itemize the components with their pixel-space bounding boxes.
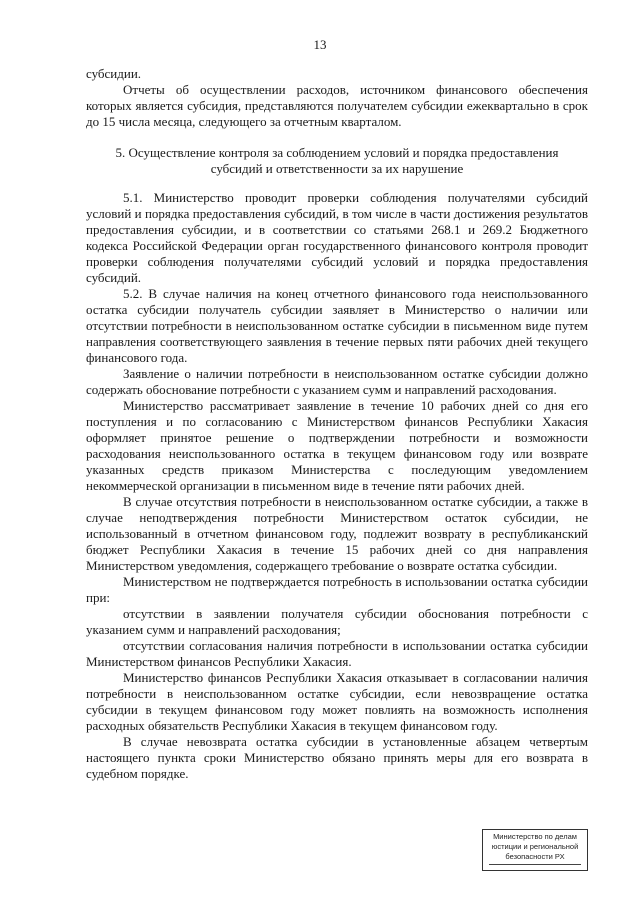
section-heading	[86, 145, 588, 177]
continuation-text: субсидии.	[86, 66, 142, 81]
paragraph-ministry-review: Министерство рассматривает заявление в течение 10 рабочих дней со дня его поступления и по согласованию с Министерством финансов Республики Хакасия оформляет принятое решение о подтверждении потребности и возможности расходования неиспользованного остатка в текущем финансовом году или возврате указанных средств приказом Министерства с последующим уведомлением некоммерческой организации в письменном виде в течение пяти рабочих дней.	[86, 398, 588, 493]
paragraph-absence: В случае отсутствия потребности в неиспользованном остатке субсидии, а также в случае неподтверждения потребности Министерством остаток субсидии, не использованный в отчетном финансовом году, подлежит возврату в республиканский бюджет Республики Хакасия в течение 15 рабочих дней со дня направления Министерством уведомления, содержащего требование о возврате остатка субсидии.	[86, 494, 588, 573]
paragraph-item-2: отсутствии согласования наличия потребности в использовании остатка субсидии Министерством финансов Республики Хакасия.	[86, 638, 588, 669]
paragraph-not-confirmed: Министерством не подтверждается потребность в использовании остатка субсидии при:	[86, 574, 588, 605]
registration-stamp	[482, 829, 588, 871]
paragraph-reports: Отчеты об осуществлении расходов, источником финансового обеспечения которых является субсидия, представляются получателем субсидии ежеквартально в срок до 15 числа месяца, следующего за отчетным кварталом.	[86, 82, 588, 129]
paragraph-5-1: 5.1. Министерство проводит проверки соблюдения получателями субсидий условий и порядка предоставления субсидий, в том числе в части достижения результатов предоставления субсидии, и в соответствии со статьями 268.1 и 269.2 Бюджетного кодекса Российской Федерации орган государственного финансового контроля проводит проверки соблюдения получателями субсидий условий и порядка предоставления субсидий.	[86, 190, 588, 285]
page-number: 13	[313, 37, 327, 52]
paragraph-non-return: В случае невозврата остатка субсидии в установленные абзацем четвертым настоящего пункта сроки Министерство обязано принять меры для его возврата в судебном порядке.	[86, 734, 588, 781]
paragraph-item-1: отсутствии в заявлении получателя субсидии обоснования потребности с указанием сумм и направлений расходования;	[86, 606, 588, 637]
stamp-line-2: юстиции и региональной	[491, 842, 579, 851]
reports-block	[86, 66, 588, 130]
paragraph-statement: Заявление о наличии потребности в неиспользованном остатке субсидии должно содержать обоснование потребности с указанием сумм и направлений расходования.	[86, 366, 588, 397]
stamp-line-1: Министерство по делам	[493, 832, 577, 841]
section-body	[86, 190, 588, 782]
stamp-divider	[489, 864, 581, 865]
section-heading-line2: субсидий и ответственности за их нарушение	[210, 161, 464, 176]
paragraph-5-2: 5.2. В случае наличия на конец отчетного финансового года неиспользованного остатка субсидии получатель субсидии заявляет в Министерство о наличии или отсутствии потребности в неиспользованном остатке субсидии в письменном виде путем направления соответствующего заявления в течение первых пяти рабочих дней текущего финансового года.	[86, 286, 588, 365]
paragraph-minfin-refuses: Министерство финансов Республики Хакасия отказывает в согласовании наличия потребности в неиспользованном остатке субсидии, если невозвращение остатка субсидии в текущем финансовом году может повлиять на возможность исполнения расходных обязательств Республики Хакасия в текущем финансовом году.	[86, 670, 588, 733]
section-heading-line1: 5. Осуществление контроля за соблюдением условий и порядка предоставления	[115, 145, 559, 160]
stamp-line-3: безопасности РХ	[505, 852, 565, 861]
